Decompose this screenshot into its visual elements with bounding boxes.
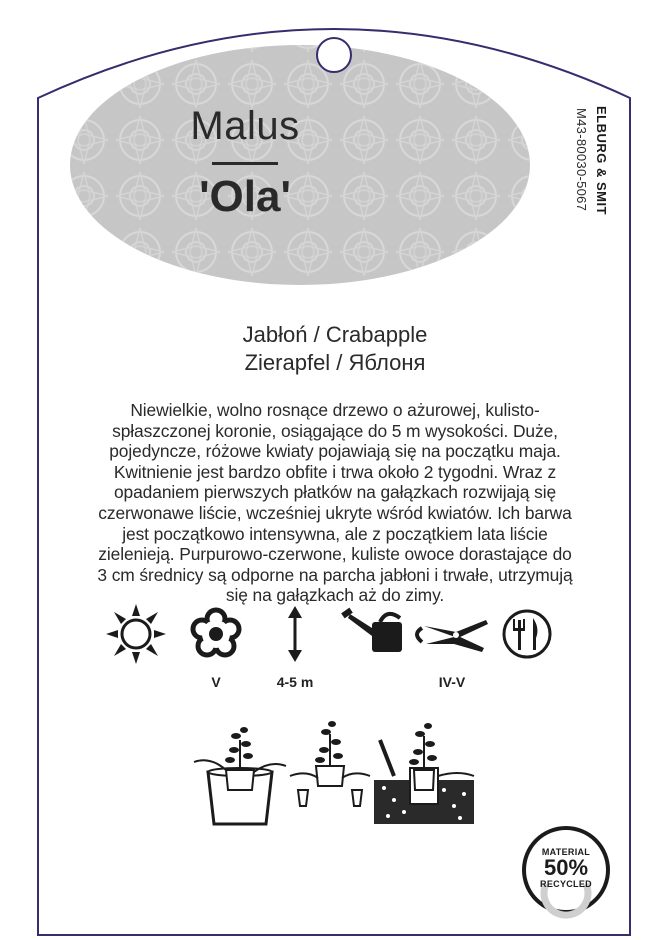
common-names-line1: Jabłoń / Crabapple <box>242 322 428 347</box>
recycle-line1: MATERIAL <box>541 847 591 857</box>
height-label: 4-5 m <box>276 674 314 690</box>
header-band <box>70 45 530 285</box>
fork-knife-icon <box>504 611 550 657</box>
recycle-badge-text <box>526 847 606 889</box>
product-code: M43-80030-5067 <box>574 108 589 212</box>
recycle-line3: RECYCLED <box>540 879 592 889</box>
hang-hole <box>317 38 351 72</box>
plant-cultivar: 'Ola' <box>199 172 291 221</box>
flowering-month-label: V <box>211 674 221 690</box>
brand-name: ELBURG & SMIT <box>594 106 609 216</box>
title-divider <box>212 162 278 165</box>
plant-description: Niewielkie, wolno rosnące drzewo o ażurowej, kulisto-spłaszczonej koronie, osiągające do 5 m wysokości. Duże, pojedyncze, różowe kwiaty pojawiają się na początku maja. Kwitnienie jest bardzo obfite i trwa około 2 tygodni. Wraz z opadaniem pierwszych płatków na gałązkach rozwijają się czerwonawe liście, wcześniej ukryte wśród kwiatów. Ich barwa jest początkowo intensywna, ale z początkiem lata liście zielenieją. Purpurowo-czerwone, kuliste owoce dorastające do 3 cm średnicy są odporne na parcha jabłoni i trwałe, utrzymują się na gałązkach aż do zimy. <box>97 400 573 606</box>
sun-icon <box>106 604 166 664</box>
pruning-months-label: IV-V <box>438 674 466 690</box>
common-names-line2: Zierapfel / Яблоня <box>244 350 426 375</box>
recycle-line2: 50% <box>543 855 589 880</box>
plant-genus: Malus <box>190 104 300 148</box>
